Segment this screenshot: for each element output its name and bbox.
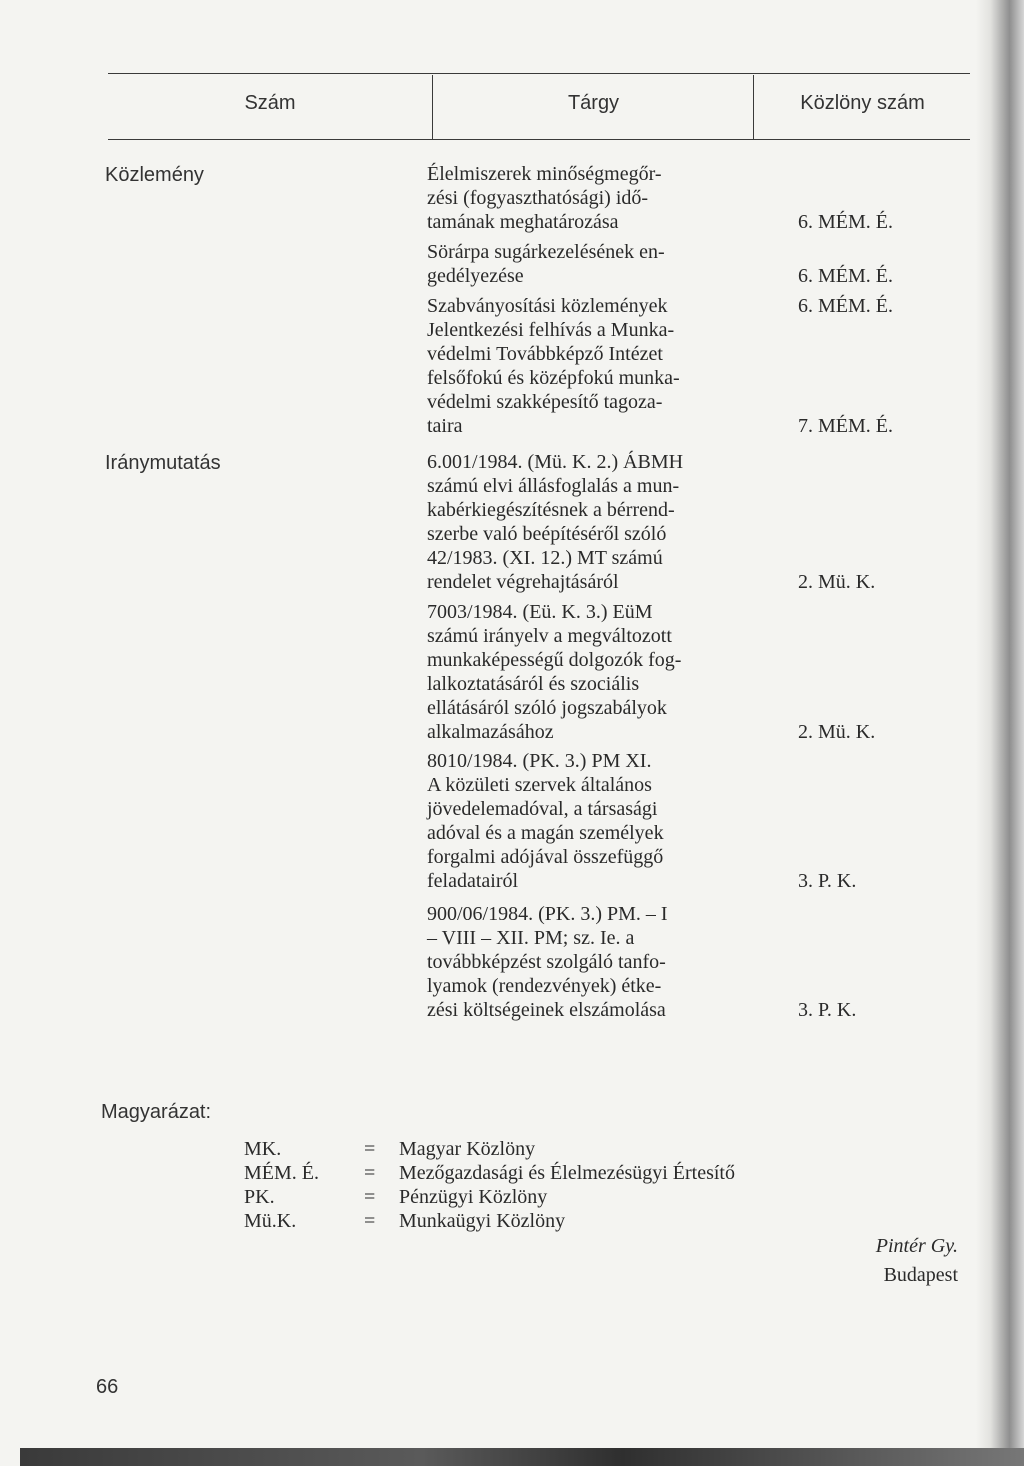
- legend-equals: =: [364, 1186, 376, 1208]
- legend-equals: =: [364, 1138, 376, 1160]
- page-edge-shadow: [976, 0, 1024, 1466]
- category-iranymutatas: Iránymutatás: [105, 452, 221, 474]
- category-kozlemeny: Közlemény: [105, 164, 204, 186]
- entry-subject: 8010/1984. (PK. 3.) PM XI. A közületi szervek általános jövedelemadóval, a társasági adóval és a magán személyek forgalmi adójával összefüggő feladatairól: [427, 750, 664, 892]
- table-row: [427, 749, 752, 893]
- author-name: Pintér Gy.: [875, 1235, 958, 1257]
- entry-subject: Élelmiszerek minőségmegőr- zési (fogyaszthatósági) idő- tamának meghatározása: [427, 163, 662, 233]
- table-row: [427, 162, 752, 234]
- entry-subject: 900/06/1984. (PK. 3.) PM. – I – VIII – XII. PM; sz. Ie. a továbbképzést szolgáló tanfo- lyamok (rendezvények) étke- zési költségeinek elszámolása: [427, 903, 668, 1021]
- entry-reference: 2. Mü. K.: [798, 721, 876, 743]
- entry-subject: Sörárpa sugárkezelésének en- gedélyezése: [427, 241, 665, 287]
- legend-abbr: MK.: [244, 1138, 282, 1160]
- legend-desc: Magyar Közlöny: [399, 1138, 536, 1160]
- table-top-rule: [108, 73, 970, 74]
- header-divider-2: [753, 75, 754, 139]
- entry-reference: 6. MÉM. É.: [798, 265, 893, 287]
- entry-reference: 7. MÉM. É.: [798, 415, 893, 437]
- legend-equals: =: [364, 1162, 376, 1184]
- legend-title: Magyarázat:: [101, 1101, 212, 1123]
- entry-reference: 2. Mü. K.: [798, 571, 876, 593]
- legend-equals: =: [364, 1210, 376, 1232]
- entry-reference: 3. P. K.: [798, 870, 857, 892]
- table-row: [427, 318, 752, 438]
- header-kozlony-szam: Közlöny szám: [800, 92, 925, 114]
- table-row: [427, 450, 752, 594]
- entry-subject: 6.001/1984. (Mü. K. 2.) ÁBMH számú elvi állásfoglalás a mun- kabérkiegészítésnek a bérrend- szerbe való beépítéséről szóló 42/1983. (XI. 12.) MT számú rendelet végrehajtásáról: [427, 451, 684, 593]
- author-city: Budapest: [883, 1264, 958, 1286]
- entry-reference: 3. P. K.: [798, 999, 857, 1021]
- legend-abbr: MÉM. É.: [244, 1162, 319, 1184]
- page-number: 66: [96, 1376, 119, 1398]
- table-row: [427, 600, 752, 744]
- table-row: [427, 240, 752, 288]
- header-targy: Tárgy: [567, 92, 620, 114]
- table-row: [427, 902, 752, 1022]
- entry-subject: Szabványosítási közlemények: [427, 295, 668, 317]
- entry-reference: 6. MÉM. É.: [798, 295, 893, 317]
- legend-desc: Mezőgazdasági és Élelmezésügyi Értesítő: [399, 1162, 735, 1184]
- entry-reference: 6. MÉM. É.: [798, 211, 893, 233]
- header-divider-1: [432, 75, 433, 139]
- legend-abbr: PK.: [244, 1186, 275, 1208]
- table-header-bottom-rule: [108, 139, 970, 140]
- legend-desc: Munkaügyi Közlöny: [399, 1210, 566, 1232]
- scan-bottom-edge: [20, 1448, 1024, 1466]
- entry-subject: 7003/1984. (Eü. K. 3.) EüM számú irányelv a megváltozott munkaképességű dolgozók fog- lalkoztatásáról és szociális ellátásáról szóló jogszabályok alkalmazásához: [427, 601, 682, 743]
- legend-abbr: Mü.K.: [244, 1210, 297, 1232]
- table-row: [427, 294, 752, 318]
- entry-subject: Jelentkezési felhívás a Munka- védelmi Továbbképző Intézet felsőfokú és középfokú munka- védelmi szakképesítő tagoza- taira: [427, 319, 680, 437]
- header-szam: Szám: [244, 92, 296, 114]
- legend-desc: Pénzügyi Közlöny: [399, 1186, 548, 1208]
